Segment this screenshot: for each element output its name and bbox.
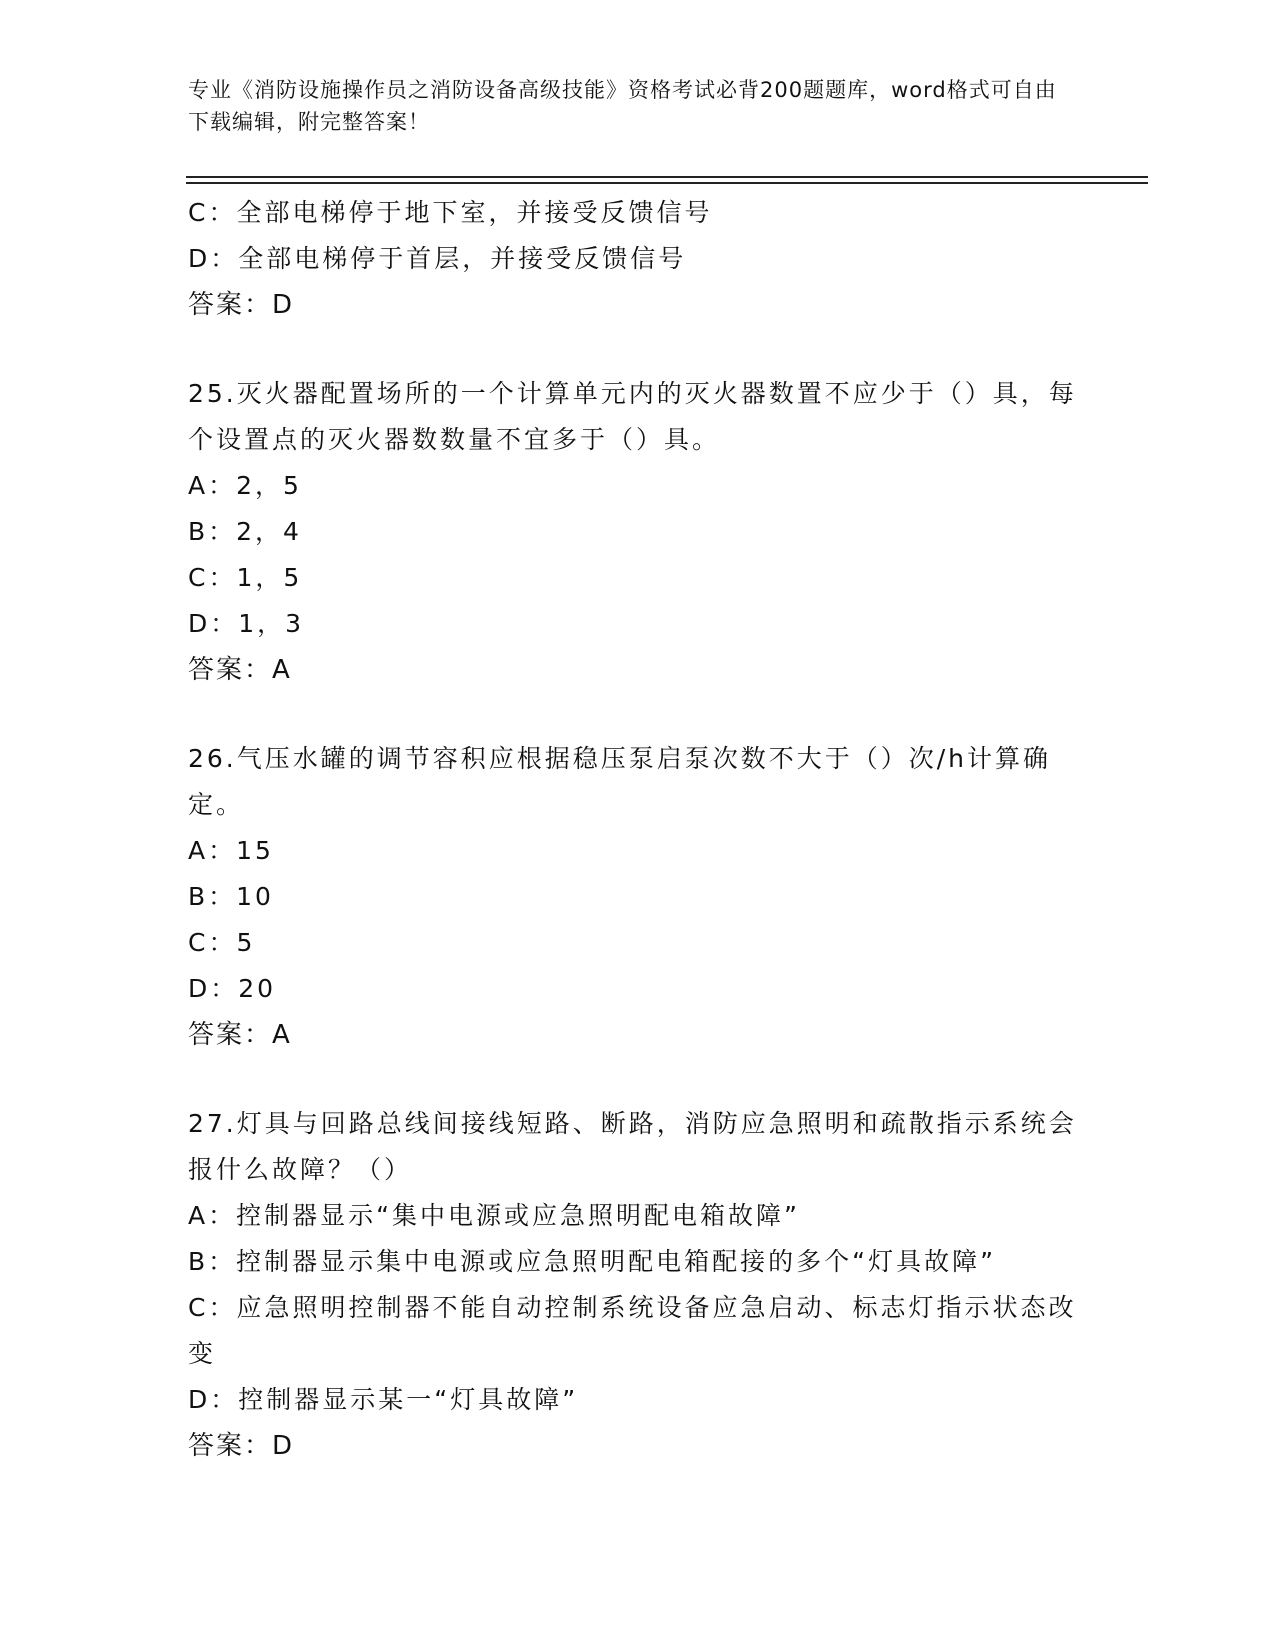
header-rule-top <box>186 176 1148 178</box>
question-27-option-d: D：控制器显示某一“灯具故障” <box>188 1385 579 1414</box>
question-27-option-a: A：控制器显示“集中电源或应急照明配电箱故障” <box>188 1201 801 1230</box>
prev-option-c: C：全部电梯停于地下室，并接受反馈信号 <box>188 198 713 227</box>
question-25-option-b: B：2，4 <box>188 517 302 546</box>
question-25-option-c: C：1，5 <box>188 563 303 592</box>
question-26-option-c: C：5 <box>188 928 256 957</box>
question-26-stem: 26.气压水罐的调节容积应根据稳压泵启泵次数不大于（）次/h计算确定。 <box>188 744 1052 819</box>
question-25-answer: 答案：A <box>188 655 292 685</box>
header-rule-bottom <box>186 182 1148 184</box>
prev-option-d: D：全部电梯停于首层，并接受反馈信号 <box>188 244 687 273</box>
question-25-stem: 25.灭火器配置场所的一个计算单元内的灭火器数置不应少于（）具，每个设置点的灭火器数数量不宜多于（）具。 <box>188 379 1077 454</box>
question-26-option-d: D：20 <box>188 974 277 1003</box>
document-header: 专业《消防设施操作员之消防设备高级技能》资格考试必背200题题库，word格式可自由下载编辑，附完整答案！ <box>188 78 1057 134</box>
question-26-option-b: B：10 <box>188 882 274 911</box>
question-26-option-a: A：15 <box>188 836 274 865</box>
question-27-option-b: B：控制器显示集中电源或应急照明配电箱配接的多个“灯具故障” <box>188 1247 997 1276</box>
question-26-answer: 答案：A <box>188 1020 292 1050</box>
prev-answer: 答案：D <box>188 290 295 320</box>
question-27-answer: 答案：D <box>188 1431 295 1461</box>
question-27-stem: 27.灯具与回路总线间接线短路、断路，消防应急照明和疏散指示系统会报什么故障？（） <box>188 1109 1077 1184</box>
question-list <box>188 190 1088 1469</box>
question-25-option-d: D：1，3 <box>188 609 305 638</box>
question-27-option-c: C：应急照明控制器不能自动控制系统设备应急启动、标志灯指示状态改变 <box>188 1293 1077 1368</box>
question-25-option-a: A：2，5 <box>188 471 302 500</box>
